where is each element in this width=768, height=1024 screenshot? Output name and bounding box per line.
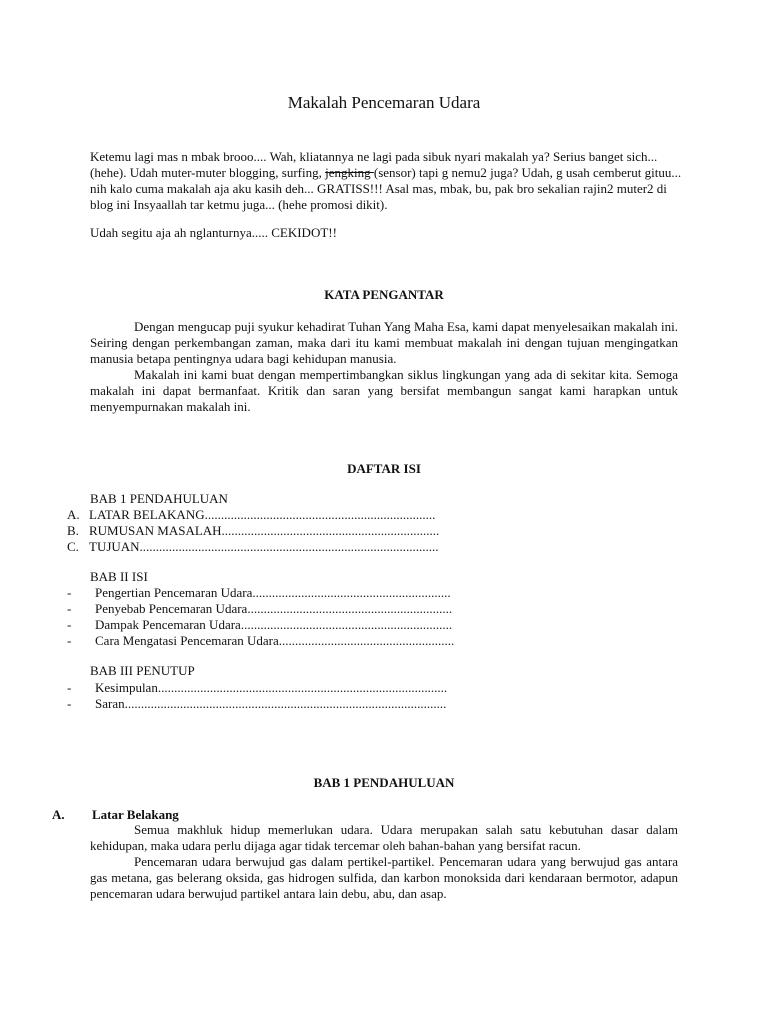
toc-item-text: Pengertian Pencemaran Udara.............................................................	[95, 585, 451, 600]
toc-item-marker: -	[67, 633, 72, 648]
toc-item	[0, 539, 768, 555]
intro-strikethrough-word: jengking	[325, 165, 374, 180]
bab1-heading: BAB 1 PENDAHULUAN	[313, 775, 455, 790]
toc-group-title: BAB 1 PENDAHULUAN	[90, 491, 228, 506]
latar-belakang-paragraph: Semua makhluk hidup memerlukan udara. Udara merupakan salah satu kebutuhan dasar dalam kehidupan, maka udara perlu dijaga agar tidak tercemar oleh bahan-bahan yang bersifat racun.	[90, 822, 678, 853]
toc-item-text: TUJUAN............................................................................................	[89, 539, 439, 554]
intro-text-end: (sensor) tapi g nemu2 juga? Udah, g usah cemberut gituu... nih kalo cuma makalah aja aku kasih deh... GRATISS!!! Asal mas, mbak, bu, pak bro sekalian rajin2 muter2 di blog ini Insyaallah tar ketmu juga... (hehe promosi dikit).	[90, 165, 682, 212]
toc-item-text: Kesimpulan.........................................................................................	[95, 680, 448, 695]
toc-item	[0, 617, 768, 633]
intro-paragraph	[90, 149, 690, 213]
toc-item-text: LATAR BELAKANG.......................................................................	[89, 507, 436, 522]
intro-closing-line: Udah segitu aja ah nglanturnya..... CEKIDOT!!	[90, 225, 337, 240]
toc-group-items	[0, 507, 768, 555]
toc-item-marker: -	[67, 601, 72, 616]
kata-pengantar-paragraph: Makalah ini kami buat dengan mempertimbangkan siklus lingkungan yang ada di sekitar kita. Semoga makalah ini dapat bermanfaat. Kritik dan saran yang bersifat membangun sangat kami harapkan untuk menyempurnakan makalah ini.	[90, 367, 678, 414]
toc-item-text: Saran...................................................................................................	[95, 696, 447, 711]
latar-belakang-paragraph: Pencemaran udara berwujud gas dalam pertikel-partikel. Pencemaran udara yang berwujud gas antara gas metana, gas belerang oksida, gas hidrogen sulfida, dan karbon monoksida dari kendaraan bermotor, adapun pencemaran udara berwujud partikel antara lain debu, abu, dan asap.	[90, 854, 678, 901]
toc-item-marker: A.	[67, 507, 80, 522]
toc-item	[0, 523, 768, 539]
document-title: Makalah Pencemaran Udara	[287, 93, 481, 112]
toc-item-marker: -	[67, 696, 72, 711]
toc-item-text: Cara Mengatasi Pencemaran Udara......................................................	[95, 633, 455, 648]
latar-belakang-body	[90, 822, 678, 902]
daftar-isi-heading: DAFTAR ISI	[347, 461, 421, 476]
section-letter: A.	[52, 807, 65, 822]
toc-item	[0, 585, 768, 601]
kata-pengantar-paragraph: Dengan mengucap puji syukur kehadirat Tuhan Yang Maha Esa, kami dapat menyelesaikan makalah ini. Seiring dengan perkembangan zaman, maka dari itu kami membuat makalah ini dengan tujuan mengingatkan manusia betapa pentingnya udara bagi kehidupan manusia.	[90, 319, 678, 366]
toc-item-text: RUMUSAN MASALAH...................................................................	[89, 523, 440, 538]
toc-item-marker: C.	[67, 539, 79, 554]
toc-item-marker: B.	[67, 523, 79, 538]
toc-item	[0, 696, 768, 712]
toc-group-items	[0, 585, 768, 649]
toc-item-text: Dampak Pencemaran Udara.................................................................	[95, 617, 453, 632]
toc-item-marker: -	[67, 680, 72, 695]
intro-text-start: Ketemu lagi mas n mbak brooo.... Wah, kliatannya ne lagi pada sibuk nyari makalah ya? Serius banget sich... (hehe). Udah muter-muter blogging, surfing,	[90, 149, 658, 180]
toc-group-items	[0, 680, 768, 712]
toc-item	[0, 680, 768, 696]
toc-item	[0, 507, 768, 523]
toc-item-text: Penyebab Pencemaran Udara...............................................................	[95, 601, 453, 616]
kata-pengantar-heading: KATA PENGANTAR	[324, 287, 444, 302]
toc-item-marker: -	[67, 617, 72, 632]
section-title: Latar Belakang	[92, 807, 179, 822]
toc-item	[0, 601, 768, 617]
toc-item	[0, 633, 768, 649]
toc-item-marker: -	[67, 585, 72, 600]
toc-group-title: BAB III PENUTUP	[90, 663, 195, 678]
toc-group-title: BAB II ISI	[90, 569, 148, 584]
kata-pengantar-body	[90, 319, 678, 415]
